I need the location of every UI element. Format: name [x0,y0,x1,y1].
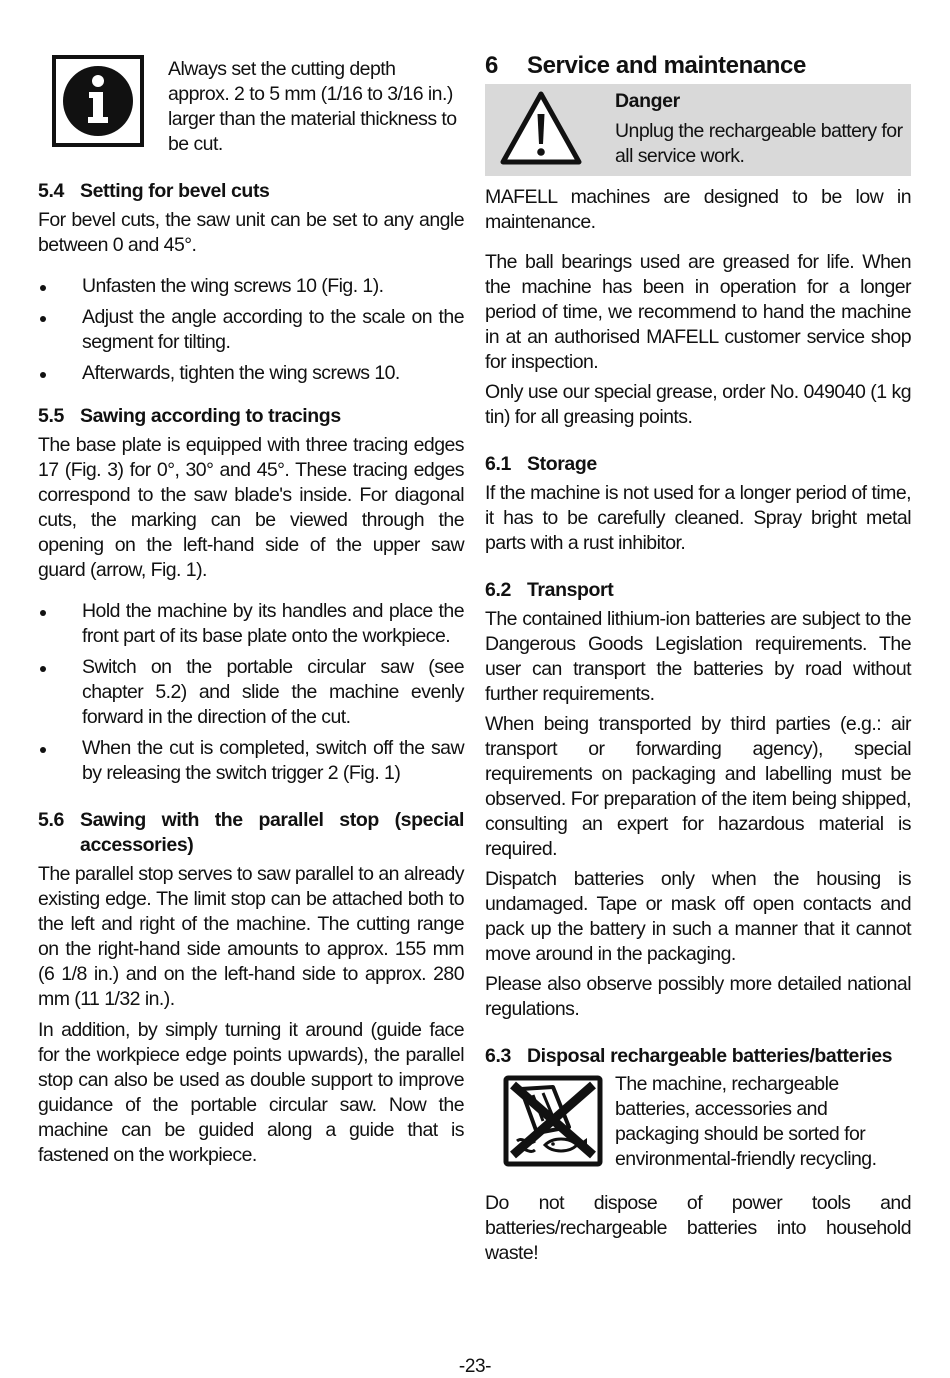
warning-icon [499,88,583,168]
section-6-paragraph-3: Only use our special grease, order No. 049040 (1 kg tin) for all greasing points. [485,381,911,428]
section-5-6-paragraph-2: In addition, by simply turning it around (guide face for the workpiece edge points upwards), the parallel stop can also be used as double support to improve guidance of the portable circular saw. Now the machine can be guided along a guide that is fastened on the workpiece. [38,1019,464,1166]
list-item: Adjust the angle according to the scale on the segment for tilting. [38,305,464,355]
right-column [485,50,911,1266]
info-text: Always set the cutting depth approx. 2 to 5 mm (1/16 to 3/16 in.) larger than the material thickness to be cut. [168,58,457,155]
section-6-2-heading: 6.2 Transport [485,579,614,601]
section-6-2-paragraph-3: Dispatch batteries only when the housing is undamaged. Tape or mask off open contacts and pack up the battery in such a manner that it cannot move around in the packaging. [485,868,911,965]
page-number: -23- [458,1356,492,1377]
list-item: When the cut is completed, switch off the saw by releasing the switch trigger 2 (Fig. 1) [38,736,464,786]
disposal-text: The machine, rechargeable batteries, accessories and packaging should be sorted for environmental-friendly recycling. [615,1073,877,1170]
section-6-paragraph-1: MAFELL machines are designed to be low in maintenance. [485,186,911,233]
section-6-paragraph-2: The ball bearings used are greased for life. When the machine has been in operation for a longer period of time, we recommend to hand the machine in at an authorised MAFELL customer service shop for inspection. [485,251,911,373]
section-6-2-paragraph-2: When being transported by third parties (e.g.: air transport or forwarding agency), special requirements on packaging and labelling must be observed. For preparation of the item being shipped, consulting an expert for hazardous material is required. [485,713,911,860]
section-5-4-heading: 5.4 Setting for bevel cuts [38,180,270,202]
section-6-1-heading: 6.1 Storage [485,453,597,475]
danger-heading: Danger [615,90,680,112]
section-5-5-heading: 5.5 Sawing according to tracings [38,405,341,427]
section-6-1-paragraph: If the machine is not used for a longer period of time, it has to be carefully cleaned. Spray bright metal parts with a rust inhibitor. [485,482,911,554]
section-6-2-paragraph-4: Please also observe possibly more detailed national regulations. [485,973,911,1020]
disposal-note [485,1069,911,1191]
info-note [38,50,464,158]
danger-notice [485,84,911,176]
section-5-6-paragraph-1: The parallel stop serves to saw parallel to an already existing edge. The limit stop can be attached both to the left and right of the machine. The cutting range on the right-hand side amounts to approx. 155 mm (6 1/8 in.) and on the left-hand side to approx. 280 mm (11 1/32 in.). [38,863,464,1010]
list-item: Switch on the portable circular saw (see chapter 5.2) and slide the machine evenly forward in the direction of the cut. [38,655,464,730]
list-item: Hold the machine by its handles and place the front part of its base plate onto the workpiece. [38,599,464,649]
section-5-5-bullets [38,599,464,786]
no-household-waste-icon [503,1075,603,1167]
section-5-4-paragraph: For bevel cuts, the saw unit can be set to any angle between 0 and 45°. [38,209,464,256]
section-5-5-paragraph: The base plate is equipped with three tracing edges 17 (Fig. 3) for 0°, 30° and 45°. These tracing edges correspond to the saw blade's inside. For diagonal cuts, the marking can be viewed through the opening on the left-hand side of the upper saw guard (arrow, Fig. 1). [38,434,464,581]
left-column [38,50,464,1168]
section-6-3-paragraph: Do not dispose of power tools and batteries/rechargeable batteries into household waste! [485,1192,911,1264]
list-item: Afterwards, tighten the wing screws 10. [38,361,464,386]
list-item: Unfasten the wing screws 10 (Fig. 1). [38,274,464,299]
section-6-heading: 6 Service and maintenance [485,52,806,79]
section-6-2-paragraph-1: The contained lithium-ion batteries are subject to the Dangerous Goods Legislation requirements. The user can transport the batteries by road without further requirements. [485,608,911,705]
danger-text: Unplug the rechargeable battery for all service work. [615,120,903,167]
section-5-4-bullets [38,274,464,386]
info-icon [52,55,144,147]
section-5-6-heading: 5.6 Sawing with the parallel stop (special accessories) [38,809,464,856]
section-6-3-heading: 6.3 Disposal rechargeable batteries/batteries [485,1045,893,1067]
